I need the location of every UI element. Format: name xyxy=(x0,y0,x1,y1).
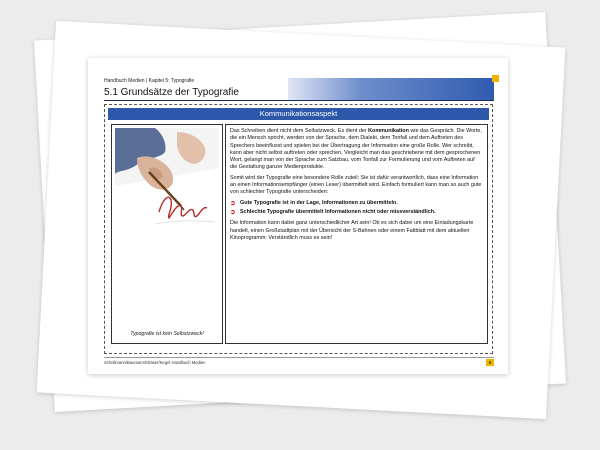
figure-box xyxy=(111,124,223,344)
red-arrow-bullet-icon: ➲ xyxy=(230,199,236,207)
emphasis-kommunikation: Kommunikation xyxy=(368,128,409,134)
paragraph-1-text-a: Das Schreiben dient nicht dem Selbstzweck. Es dient der xyxy=(230,128,369,134)
bullet-item xyxy=(230,200,483,207)
footer-credits: Schellmann/Baumann/Gläser/Kegel Handbuch Medien xyxy=(104,360,206,365)
body-text-box xyxy=(225,124,488,344)
figure-caption: Typografie ist kein Selbstzweck! xyxy=(130,331,204,337)
handwriting-illustration xyxy=(115,128,219,232)
page-title: 5.1 Grundsätze der Typografie xyxy=(104,87,239,98)
bullet-text: Schlechte Typografie übermittelt Informationen nicht oder missverständlich. xyxy=(240,208,436,215)
paragraph-1-text-b: wie das Gespräch. Die Worte, die ein Mensch spricht, werden von der Sprache, dem Dialekt, dem Tonfall und dem Auftreten des Sprechers beeinflusst und spielen bei der Übertragung der Information eine große Rolle. Wer schreibt, kann aber nicht selbst auftreten oder sprechen. Vergleicht man das geschriebene mit dem gesprochenen Wort, gelangt man von der Sprache zum Satzbau, vom Tonfall zur Formulierung und vom Auftreten auf die Gestaltung ganzer Medienprodukte. xyxy=(230,128,482,171)
document-page xyxy=(88,58,508,374)
header-gradient-bar xyxy=(288,78,494,100)
footer-rule xyxy=(104,357,494,358)
bullet-item xyxy=(230,209,483,216)
handwriting-photo xyxy=(115,128,219,232)
breadcrumb: Handbuch Medien | Kapitel 5: Typografie xyxy=(104,78,195,84)
paragraph-1 xyxy=(230,128,483,172)
header-rule xyxy=(104,100,494,101)
section-band-title: Kommunikationsaspekt xyxy=(108,108,489,120)
bullet-text: Gute Typografie ist in der Lage, Informationen zu übermitteln. xyxy=(240,199,398,206)
paragraph-3: Die Information kann dabei ganz unterschiedlicher Art sein! Ob es sich dabei um eine Einladungskarte handelt, einen Großstadtplan mit der Übersicht der S-Bahnen oder einem Faltblatt mit dem aktuellen Kinoprogramm: Verständlich muss es sein! xyxy=(230,220,474,241)
page-number-badge: 6 xyxy=(486,359,494,366)
content-frame xyxy=(104,104,493,354)
header-accent-square xyxy=(492,75,499,82)
red-arrow-bullet-icon: ➲ xyxy=(230,208,236,216)
paragraph-2: Somit wird der Typografie eine besondere Rolle zuteil: Sie ist dafür verantwortlich, dass eine Information an einen Informationsempfänger (einen Leser) übermittelt wird. Einfach formuliert kann man so auch gute von schlechter Typografie unterscheiden: xyxy=(230,174,482,196)
